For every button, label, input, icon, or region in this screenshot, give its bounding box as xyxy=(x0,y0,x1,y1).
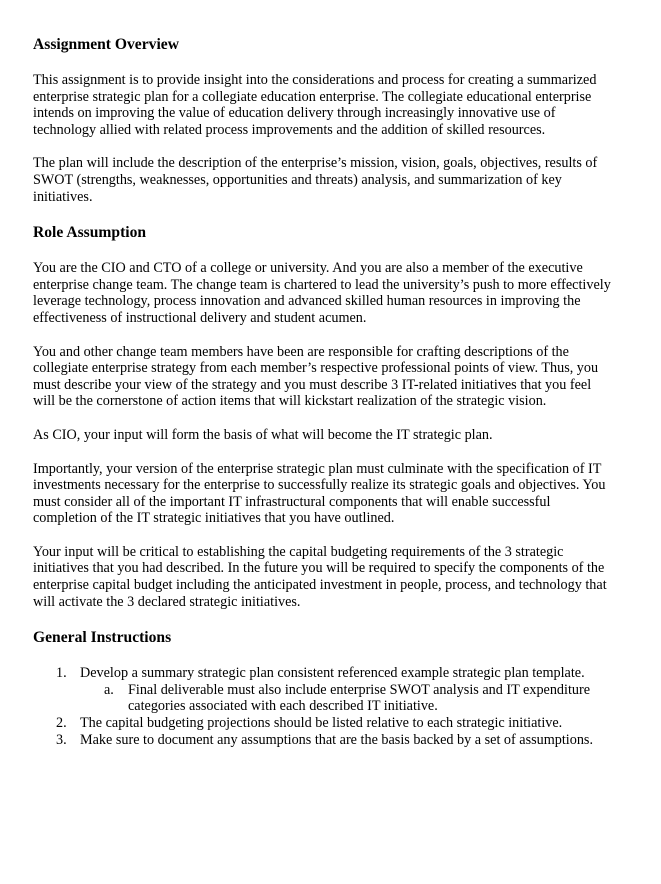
section-heading-general: General Instructions xyxy=(33,629,172,647)
overview-paragraph-2: The plan will include the description of the enterprise’s mission, vision, goals, objectives, results of SWOT (strengths, weaknesses, opportunities and threats) analysis, and summarization of key initiatives. xyxy=(33,155,598,205)
role-paragraph-2: You and other change team members have been are responsible for crafting descriptions of the collegiate enterprise strategy from each member’s respective professional points of view. Thus, you must describe your view of the strategy and you must describe 3 IT-related initiatives that you feel will be the cornerstone of action items that will kickstart realization of the strategic vision. xyxy=(33,343,599,410)
list-item-text: Develop a summary strategic plan consistent referenced example strategic plan template. xyxy=(80,665,585,682)
list-item-number: 1. xyxy=(56,665,67,682)
role-paragraph-1: You are the CIO and CTO of a college or university. And you are also a member of the executive enterprise change team. The change team is chartered to lead the university’s push to more effectively leverage technology, process innovation and advanced skilled human resources in improving the effectiveness of instructional delivery and student acumen. xyxy=(33,260,611,326)
sub-list xyxy=(80,682,611,715)
role-paragraph-4: Importantly, your version of the enterprise strategic plan must culminate with the specification of IT investments necessary for the enterprise to successfully realize its strategic goals and objectives. You must consider all of the important IT infrastructural components that will enable successful completion of the IT strategic initiatives that you have outlined. xyxy=(33,460,606,527)
sub-list-item-letter: a. xyxy=(104,681,114,698)
section-heading-role: Role Assumption xyxy=(33,224,147,242)
overview-paragraph-1: This assignment is to provide insight into the considerations and process for creating a summarized enterprise strategic plan for a collegiate education enterprise. The collegiate educational enterprise intends on improving the value of education delivery through increasingly innovative use of technology allied with related process improvements and the addition of skilled resources. xyxy=(33,72,597,138)
list-item-number: 3. xyxy=(56,731,67,748)
sub-list-item-text: Final deliverable must also include enterprise SWOT analysis and IT expenditure categories associated with each described IT initiative. xyxy=(128,681,591,715)
document-page xyxy=(33,36,611,748)
list-item-number: 2. xyxy=(56,715,67,732)
list-item-text: Make sure to document any assumptions that are the basis backed by a set of assumptions. xyxy=(80,731,594,748)
role-paragraph-5: Your input will be critical to establishing the capital budgeting requirements of the 3 strategic initiatives that you had described. In the future you will be required to specify the components of the enterprise capital budget including the anticipated investment in people, process, and technology that will activate the 3 declared strategic initiatives. xyxy=(33,543,607,610)
section-heading-overview: Assignment Overview xyxy=(33,36,179,53)
list-item xyxy=(56,715,611,732)
list-item xyxy=(56,665,611,715)
list-item xyxy=(56,731,611,749)
sub-list-item xyxy=(104,681,611,715)
role-paragraph-3: As CIO, your input will form the basis of what will become the IT strategic plan. xyxy=(33,426,493,443)
instructions-list xyxy=(33,665,611,748)
list-item-text: The capital budgeting projections should be listed relative to each strategic initiative. xyxy=(80,715,563,732)
